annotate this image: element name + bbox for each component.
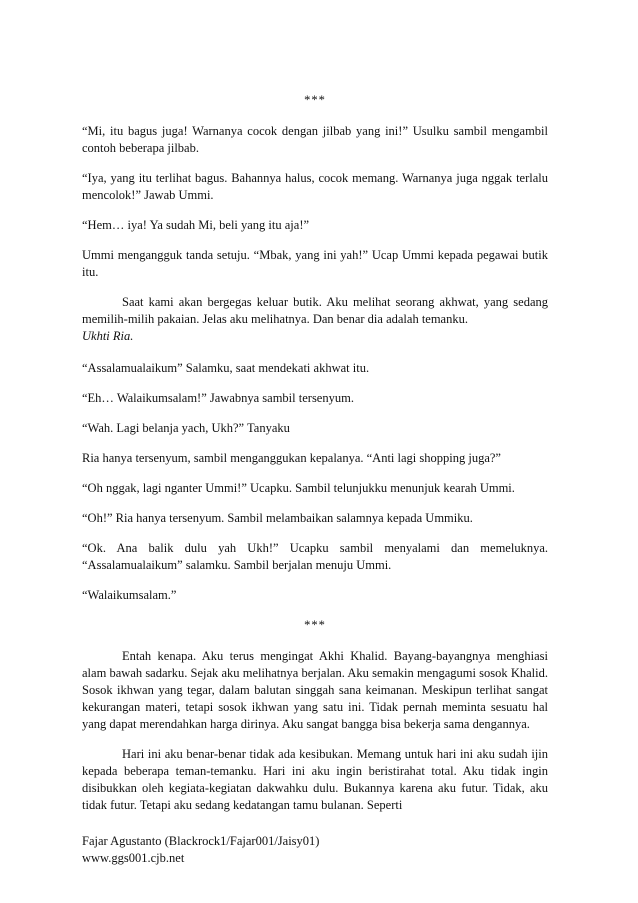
paragraph-group [82,294,548,345]
section-separator: *** [304,618,326,632]
paragraph: Entah kenapa. Aku terus mengingat Akhi Khalid. Bayang-bayangnya menghiasi alam bawah sadarku. Sejak aku melihatnya berjalan. Aku semakin mengagumi sosok Khalid. Sosok ikhwan yang tegar, dalam balutan singgah sana keimanan. Meskipun terlihat sangat kekurangan materi, tetapi sosok ikhwan yang satu ini. Tidak pernah meminta sesuatu hal yang dapat merendahkan harga dirinya. Aku sangat bangga bisa bekerja sama dengannya. [82,649,548,731]
document-body [82,92,548,814]
paragraph: “Assalamualaikum” Salamku, saat mendekati akhwat itu. [82,361,370,375]
paragraph: “Walaikumsalam.” [82,588,177,602]
paragraph: “Eh… Walaikumsalam!” Jawabnya sambil tersenyum. [82,391,354,405]
paragraph: “Hem… iya! Ya sudah Mi, beli yang itu aja!” [82,218,310,232]
paragraph: “Oh nggak, lagi nganter Ummi!” Ucapku. Sambil telunjukku menunjuk kearah Ummi. [82,481,515,495]
paragraph-italic: Ukhti Ria. [82,329,134,343]
section-separator: *** [304,93,326,107]
footer-url: www.ggs001.cjb.net [82,851,185,865]
paragraph: Ria hanya tersenyum, sambil menganggukan kepalanya. “Anti lagi shopping juga?” [82,451,501,465]
footer-author: Fajar Agustanto (Blackrock1/Fajar001/Jaisy01) [82,834,320,848]
paragraph: “Oh!” Ria hanya tersenyum. Sambil melambaikan salamnya kepada Ummiku. [82,511,473,525]
paragraph: “Wah. Lagi belanja yach, Ukh?” Tanyaku [82,421,290,435]
paragraph: “Ok. Ana balik dulu yah Ukh!” Ucapku sambil menyalami dan memeluknya. “Assalamualaikum” salamku. Sambil berjalan menuju Ummi. [82,541,548,572]
paragraph: “Mi, itu bagus juga! Warnanya cocok dengan jilbab yang ini!” Usulku sambil mengambil contoh beberapa jilbab. [82,124,548,155]
paragraph: Ummi mengangguk tanda setuju. “Mbak, yang ini yah!” Ucap Ummi kepada pegawai butik itu. [82,248,548,279]
paragraph: “Iya, yang itu terlihat bagus. Bahannya halus, cocok memang. Warnanya juga nggak terlalu mencolok!” Jawab Ummi. [82,171,548,202]
paragraph: Saat kami akan bergegas keluar butik. Aku melihat seorang akhwat, yang sedang memilih-milih pakaian. Jelas aku melihatnya. Dan benar dia adalah temanku. [82,295,548,326]
paragraph: Hari ini aku benar-benar tidak ada kesibukan. Memang untuk hari ini aku sudah ijin kepada beberapa teman-temanku. Hari ini aku ingin beristirahat total. Aku tidak ingin disibukkan oleh kegiata-kegiatan dakwahku dulu. Bukannya karena aku futur. Tidak, aku tidak futur. Tetapi aku sedang kedatangan tamu bulanan. Seperti [82,747,548,812]
page-footer [82,833,548,867]
